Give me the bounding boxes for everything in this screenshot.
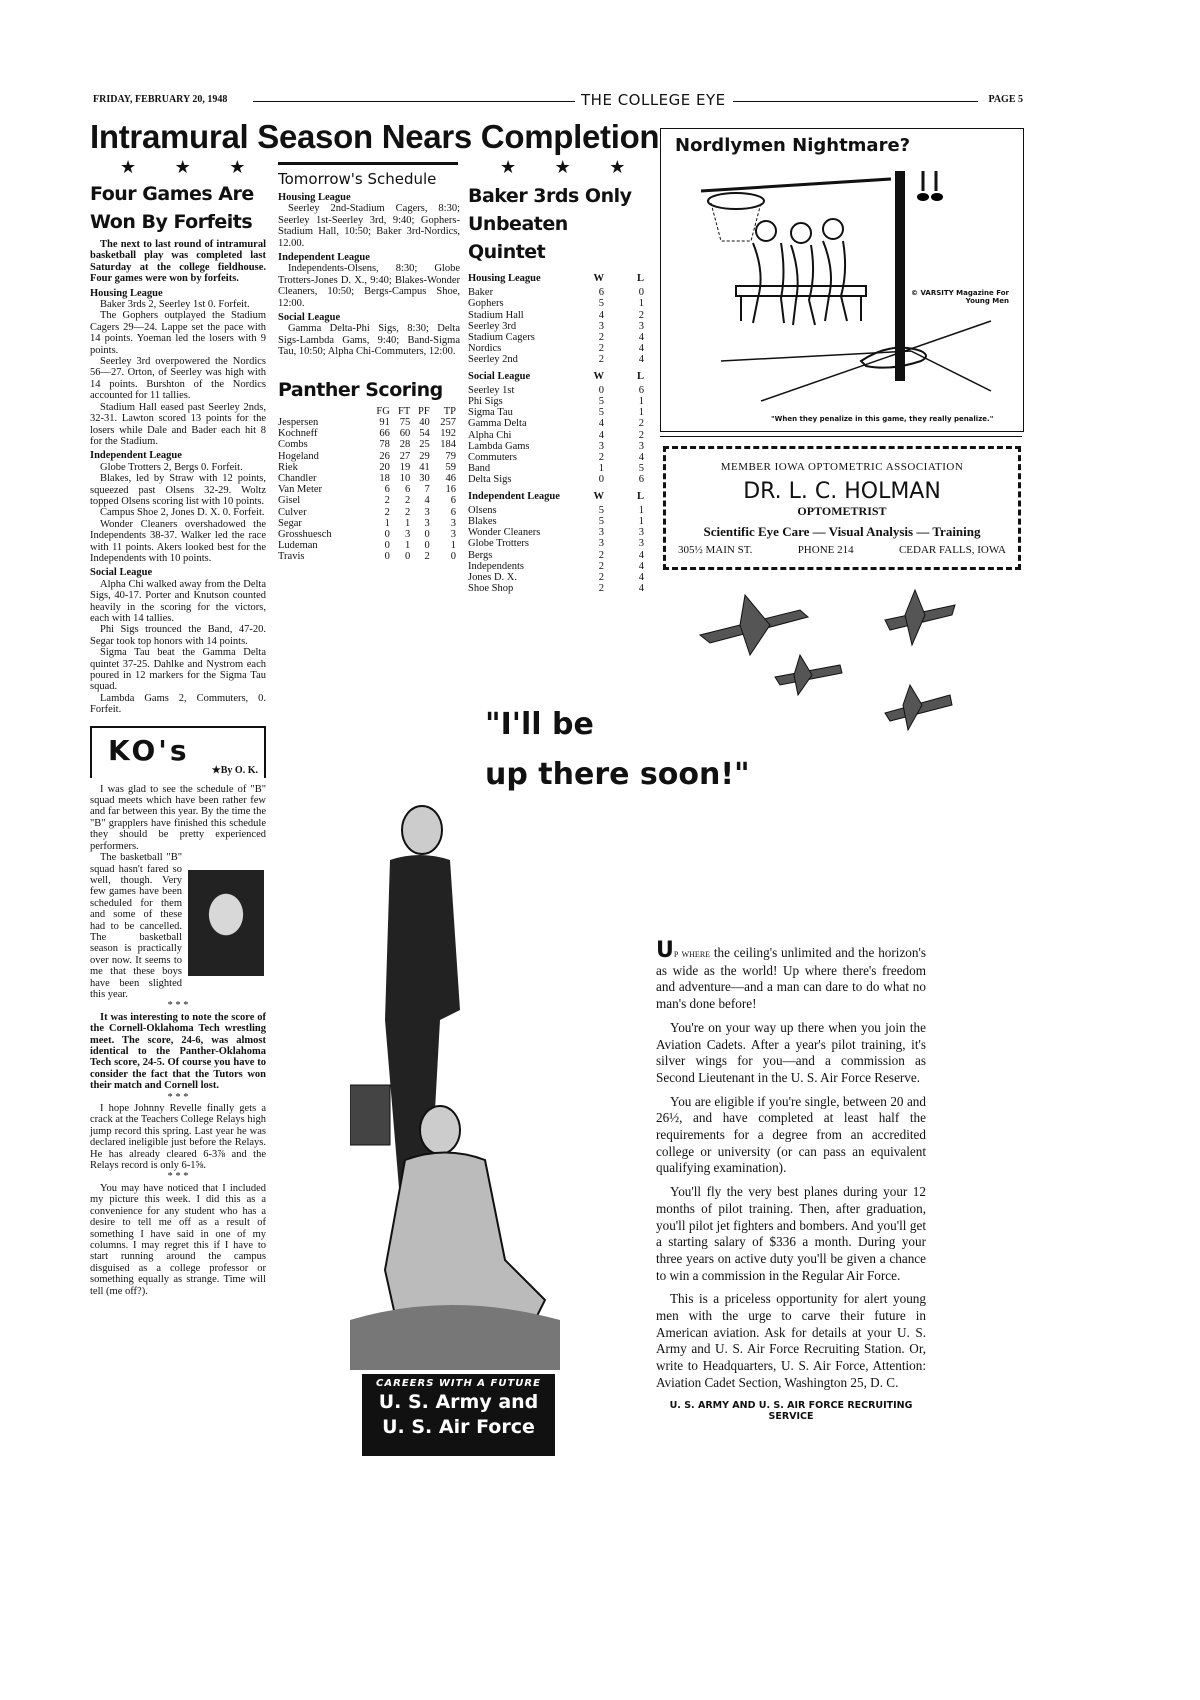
league-heading: Housing League (468, 273, 541, 284)
league-heading: Independent League (278, 252, 370, 264)
stat-cell: 3 (450, 528, 456, 540)
record-cell: 5 (638, 463, 644, 475)
schedule-title: Tomorrow's Schedule (278, 170, 437, 188)
standings-title: Unbeaten Quintet (468, 213, 568, 263)
stat-cell: 25 (419, 439, 430, 451)
drop-cap: U (656, 938, 674, 963)
game-report: Globe Trotters 2, Bergs 0. Forfeit. (100, 461, 243, 473)
stat-cell: 3 (424, 517, 430, 529)
league-heading: Housing League (278, 192, 351, 203)
table-row (468, 332, 644, 343)
kos-para: I hope Johnny Revelle finally gets a crack at the Teachers College Relays high jump record this spring. Last year he was declared ineligible just before the Relays. He has already cleared 6-3⅞ and the Relays record is only 6-1⅝. (90, 1103, 266, 1172)
team-name: Gophers (468, 298, 504, 310)
city: CEDAR FALLS, IOWA (898, 544, 1006, 556)
record-cell: 0 (598, 384, 604, 396)
schedule (278, 170, 460, 358)
stat-cell: 1 (384, 517, 390, 529)
stat-cell: 0 (384, 551, 390, 563)
ad-body (656, 938, 927, 1422)
column-header: L (636, 490, 644, 502)
stat-cell: 192 (440, 428, 456, 440)
stat-cell: 91 (379, 416, 390, 428)
table-row (278, 495, 456, 506)
stat-cell: 4 (424, 495, 430, 507)
columnist-photo (188, 870, 264, 976)
column-header: FG (376, 405, 390, 417)
player-name: Hogeland (278, 450, 319, 462)
record-cell: 0 (598, 474, 604, 486)
team-name: Phi Sigs (468, 396, 503, 408)
record-cell: 1 (598, 463, 604, 475)
panther-scoring (278, 376, 460, 563)
table-row (468, 418, 644, 429)
record-cell: 4 (638, 452, 644, 464)
stat-cell: 29 (419, 450, 430, 462)
record-cell: 5 (598, 407, 604, 419)
stat-cell: 6 (384, 484, 390, 496)
stat-cell: 78 (379, 439, 390, 451)
ad-para: You are eligible if you're single, between 20 and 26½, and have completed at least half the requirements for a degree from an accredited college or university (or can pass an equivalent qualifying examination). (656, 1093, 926, 1176)
record-cell: 3 (638, 527, 644, 539)
stat-cell: 66 (379, 428, 390, 440)
team-name: Bergs (468, 549, 493, 561)
table-row (468, 538, 644, 549)
team-name: Shoe Shop (468, 583, 514, 595)
table-row (278, 551, 456, 562)
page-number: PAGE 5 (988, 94, 1023, 105)
column-header: W (593, 273, 604, 284)
column-header: W (593, 370, 604, 382)
player-name: Riek (278, 461, 298, 473)
record-cell: 6 (638, 384, 644, 396)
team-name: Olsens (468, 504, 497, 516)
kos-title: KO's (108, 733, 190, 767)
record-cell: 5 (598, 298, 604, 310)
league-heading: Social League (90, 567, 153, 579)
ad-para: You're on your way up there when you join the Aviation Cadets. After a year's pilot training, it's silver wings for you—and a commission as Second Lieutenant in the U. S. Air Force Reserve. (656, 1019, 926, 1085)
column-header (278, 406, 367, 417)
record-cell: 4 (598, 429, 604, 441)
game-report: Sigma Tau beat the Gamma Delta quintet 37-25. Dahlke and Nystrom each poured in 12 markers for the Sigma Tau squad. (90, 647, 266, 693)
table-row (468, 287, 644, 298)
ad-para: the ceiling's unlimited and the horizon's as wide as the world! Up where there's freedom and adventure—and a man can dare to do what no man's done before! (656, 945, 927, 1012)
game-report: Blakes, led by Straw with 12 points, squeezed past Olsens 32-29. Woltz topped Olsens scoring list with 10 points. (90, 473, 266, 507)
schedule-games: Seerley 2nd-Stadium Cagers, 8:30; Seerley 1st-Seerley 3rd, 9:40; Gophers-Stadium Hall, 10:50; Baker 3rd-Nordics, 12.00. (278, 203, 460, 249)
main-headline: Intramural Season Nears Completion (90, 118, 660, 155)
lead-in: p where (673, 948, 711, 960)
record-cell: 2 (638, 418, 644, 430)
stat-cell: 3 (405, 528, 411, 540)
table-row (468, 463, 644, 474)
table-row (468, 407, 644, 418)
masthead-rule (253, 101, 575, 102)
stat-cell: 18 (379, 472, 390, 484)
team-name: Seerley 3rd (468, 320, 517, 332)
table-row (278, 428, 456, 439)
record-cell: 4 (638, 354, 644, 366)
table-row (278, 507, 456, 518)
stat-cell: 184 (440, 439, 456, 451)
column-header: TP (443, 405, 456, 417)
address: 305½ MAIN ST. (678, 544, 753, 556)
stat-cell: 3 (450, 517, 456, 529)
stat-cell: 79 (445, 450, 456, 462)
divider: * * * (167, 1091, 189, 1103)
league-heading: Independent League (468, 490, 560, 502)
stat-cell: 16 (445, 484, 456, 496)
ad-headline-line: up there soon!" (485, 757, 750, 792)
table-row (468, 550, 644, 561)
scoring-table (278, 406, 456, 563)
record-cell: 2 (598, 572, 604, 584)
record-cell: 0 (638, 287, 644, 299)
table-row (468, 430, 644, 441)
league-heading: Social League (278, 312, 341, 324)
game-report: Wonder Cleaners overshadowed the Independents 38-37. Walker led the race with 11 points. Akers looked best for the Independents with 10 points. (90, 518, 266, 564)
player-name: Ludeman (278, 540, 318, 552)
stat-cell: 26 (379, 450, 390, 462)
team-name: Band (468, 463, 491, 475)
player-name: Jespersen (278, 416, 319, 428)
careers-badge (362, 1374, 555, 1456)
record-cell: 2 (598, 583, 604, 595)
table-row (278, 439, 456, 450)
game-report: Baker 3rds 2, Seerley 1st 0. Forfeit. (100, 299, 250, 311)
table-row (468, 298, 644, 309)
schedule-games: Independents-Olsens, 8:30; Globe Trotters-Jones D. X., 9:40; Blakes-Wonder Cleaners, 10:50; Bergs-Campus Shoe, 12:00. (278, 263, 460, 309)
record-cell: 4 (598, 309, 604, 321)
stat-cell: 19 (399, 461, 411, 473)
ad-footer: U. S. ARMY AND U. S. AIR FORCE RECRUITING SERVICE (669, 1399, 913, 1422)
team-name: Wonder Cleaners (468, 527, 541, 539)
stat-cell: 257 (440, 416, 456, 428)
stat-cell: 6 (405, 484, 411, 496)
table-row (278, 473, 456, 484)
table-row (468, 561, 644, 572)
stat-cell: 54 (419, 428, 430, 440)
player-name: Grosshuesch (278, 528, 332, 540)
player-name: Segar (278, 517, 302, 529)
phone: PHONE 214 (797, 544, 854, 556)
standings-table (468, 268, 644, 594)
association: MEMBER IOWA OPTOMETRIC ASSOCIATION (720, 461, 964, 473)
table-row (468, 385, 644, 396)
table-row (468, 452, 644, 463)
standings-title: Baker 3rds Only (468, 185, 632, 207)
stat-cell: 6 (450, 495, 456, 507)
table-row (468, 572, 644, 583)
record-cell: 2 (598, 332, 604, 344)
stat-cell: 1 (405, 540, 411, 552)
left-column (90, 180, 266, 1297)
table-row (278, 529, 456, 540)
team-name: Baker (468, 287, 494, 299)
game-report: Lambda Gams 2, Commuters, 0. Forfeit. (90, 692, 266, 716)
article-body (90, 239, 266, 716)
column-header: PF (418, 405, 430, 417)
cartoon-box (660, 128, 1024, 432)
stat-cell: 7 (424, 484, 430, 496)
stat-cell: 27 (399, 450, 411, 462)
badge-line: U. S. Army and (378, 1391, 539, 1413)
stat-cell: 41 (419, 461, 430, 473)
team-name: Alpha Chi (468, 429, 512, 441)
schedule-games: Gamma Delta-Phi Sigs, 8:30; Delta Sigs-Lambda Gams, 9:40; Band-Sigma Tau, 10:50; Alpha Chi-Commuters, 12:00. (278, 323, 460, 358)
doctor-title: OPTOMETRIST (797, 504, 887, 518)
table-row (468, 474, 644, 485)
column-header: FT (398, 405, 411, 417)
stat-cell: 60 (399, 428, 411, 440)
game-report: Phi Sigs trounced the Band, 47-20. Segar took top honors with 14 points. (90, 624, 266, 647)
team-name: Seerley 2nd (468, 354, 518, 366)
services: Scientific Eye Care — Visual Analysis — Training (703, 524, 981, 539)
masthead (93, 91, 1023, 110)
team-name: Blakes (468, 516, 497, 528)
stars-right: ★ ★ ★ (500, 157, 626, 177)
record-cell: 1 (638, 396, 644, 408)
stat-cell: 0 (405, 551, 411, 563)
record-cell: 2 (638, 429, 644, 441)
player-name: Kochneff (278, 428, 318, 440)
record-cell: 4 (638, 560, 644, 572)
record-cell: 3 (638, 320, 644, 332)
table-row (468, 396, 644, 407)
table-row (278, 451, 456, 462)
badge-line: U. S. Air Force (382, 1416, 535, 1438)
game-report: Seerley 3rd overpowered the Nordics 56—27. Orton, of Seerley was high with 14 points. Burshton of the Nordics accounted for 11 tallies. (90, 356, 266, 402)
stat-cell: 28 (399, 439, 411, 451)
team-name: Lambda Gams (468, 440, 530, 452)
badge-tagline: CAREERS WITH A FUTURE (376, 1378, 541, 1389)
stat-cell: 2 (384, 506, 390, 518)
player-name: Van Meter (278, 484, 323, 496)
stars-left: ★ ★ ★ (120, 157, 246, 177)
record-cell: 2 (598, 549, 604, 561)
stat-cell: 10 (399, 472, 411, 484)
table-row (468, 516, 644, 527)
ad-para: You'll fly the very best planes during your 12 months of pilot training. Then, after graduation, you'll pilot jet fighters and bombers. And you'll get a starting salary of $336 a month. During your three years on active duty you'll be given a chance to win a commission in the Regular Air Force. (656, 1184, 926, 1283)
record-cell: 3 (598, 320, 604, 332)
kos-para: You may have noticed that I included my picture this week. I did this as a convenience for any student who has a desire to tell me off as a result of something I have said in one of my columns. I may regret this if I have to start running around the campus disguised as a college professor or something equally as strange. Time will tell (me off?). (90, 1182, 266, 1297)
record-cell: 3 (598, 538, 604, 550)
record-cell: 2 (598, 452, 604, 464)
kos-para: It was interesting to note the score of the Cornell-Oklahoma Tech wrestling meet. The score, 24-6, was almost identical to the Panther-Oklahoma Tech score, 24-5. Of course you have to consider the fact that the Tutors won their match and Cornell lost. (90, 1011, 266, 1092)
stat-cell: 20 (379, 461, 390, 473)
team-name: Stadium Hall (468, 309, 524, 321)
team-name: Gamma Delta (468, 418, 527, 430)
record-cell: 3 (638, 440, 644, 452)
ad-headline (485, 700, 750, 800)
team-name: Delta Sigs (468, 474, 512, 486)
kos-para: The basketball "B" squad hasn't fared so well, though. Very few games have been scheduled for them and some of these had to be cancelled. The basketball season is practically over now. It seems to me that these boys have been slighted this year. (90, 852, 182, 1000)
record-cell: 5 (598, 504, 604, 516)
team-name: Stadium Cagers (468, 332, 535, 344)
forfeits-article (90, 180, 266, 716)
kos-column (90, 726, 266, 1297)
player-name: Combs (278, 439, 308, 451)
table-row (278, 462, 456, 473)
player-name: Culver (278, 506, 307, 518)
table-row (468, 321, 644, 332)
standings (468, 182, 646, 594)
game-report: Campus Shoe 2, Jones D. X. 0. Forfeit. (100, 507, 265, 519)
record-cell: 2 (598, 560, 604, 572)
game-report: Alpha Chi walked away from the Delta Sigs, 40-17. Porter and Knutson counted heavily in the scoring for the victors, each with 14 tallies. (90, 578, 266, 624)
optometrist-ad (663, 446, 1021, 570)
stat-cell: 46 (445, 472, 456, 484)
record-cell: 6 (598, 287, 604, 299)
table-row (278, 518, 456, 529)
team-name: Nordics (468, 343, 502, 355)
stat-cell: 1 (405, 517, 411, 529)
record-cell: 4 (638, 572, 644, 584)
table-row (278, 540, 456, 551)
kos-para: I was glad to see the schedule of "B" squad meets which have been rather few and far between this year. By the time the "B" grapplers have finished this schedule they should be pretty experienced performers. (90, 783, 266, 852)
record-cell: 4 (638, 343, 644, 355)
stat-cell: 0 (424, 540, 430, 552)
record-cell: 3 (638, 538, 644, 550)
game-report: The Gophers outplayed the Stadium Cagers 29—24. Lappe set the pace with 14 points. Yoeman led the losers with 9 points. (90, 310, 266, 356)
record-cell: 1 (638, 516, 644, 528)
stat-cell: 3 (424, 506, 430, 518)
kos-byline: ★By O. K. (211, 764, 258, 776)
team-name: Sigma Tau (468, 407, 513, 419)
league-heading: Independent League (90, 450, 182, 462)
stat-cell: 59 (445, 461, 456, 473)
game-report: Stadium Hall eased past Seerley 2nds, 32-31. Lawton scored 13 points for the losers while Dale and Bader each hit 8 for the Stadium. (90, 401, 266, 447)
paper-name: THE COLLEGE EYE (581, 91, 726, 109)
stat-cell: 40 (419, 416, 430, 428)
team-name: Commuters (468, 452, 517, 464)
article-title: Won By Forfeits (90, 211, 253, 233)
record-cell: 4 (638, 583, 644, 595)
table-row (278, 417, 456, 428)
record-cell: 2 (638, 309, 644, 321)
record-cell: 3 (598, 440, 604, 452)
record-cell: 3 (598, 527, 604, 539)
table-row (468, 583, 644, 594)
cadets-illustration (350, 800, 570, 1370)
league-heading: Housing League (90, 287, 163, 299)
issue-date: FRIDAY, FEBRUARY 20, 1948 (93, 94, 228, 105)
record-cell: 5 (598, 516, 604, 528)
record-cell: 1 (638, 298, 644, 310)
record-cell: 1 (638, 504, 644, 516)
cartoon-credit: © VARSITY Magazine For Young Men (911, 289, 1009, 305)
cartoon-caption: "When they penalize in this game, they really penalize." (771, 415, 994, 423)
divider: * * * (167, 1000, 189, 1012)
record-cell: 6 (638, 474, 644, 486)
intro-text: The next to last round of intramural basketball play was completed last Saturday at the college fieldhouse. Four games were won by forfeits. (90, 239, 266, 285)
stat-cell: 0 (384, 528, 390, 540)
stat-cell: 30 (419, 472, 430, 484)
divider: * * * (167, 1171, 189, 1183)
stat-cell: 6 (450, 506, 456, 518)
table-row (468, 505, 644, 516)
record-cell: 4 (638, 549, 644, 561)
table-row (468, 527, 644, 538)
record-cell: 4 (638, 332, 644, 344)
team-name: Seerley 1st (468, 384, 515, 396)
player-name: Chandler (278, 472, 317, 484)
column-header: W (593, 490, 604, 502)
table-row (278, 484, 456, 495)
record-cell: 1 (638, 407, 644, 419)
stat-cell: 2 (384, 495, 390, 507)
table-row (468, 343, 644, 354)
league-heading: Social League (468, 370, 531, 382)
stat-cell: 0 (450, 551, 456, 563)
ad-headline-line: "I'll be (485, 707, 594, 742)
stat-cell: 2 (424, 551, 430, 563)
middle-column (278, 170, 460, 563)
record-cell: 2 (598, 354, 604, 366)
scoring-title: Panther Scoring (278, 378, 443, 401)
table-row (468, 441, 644, 452)
record-cell: 2 (598, 343, 604, 355)
stat-cell: 0 (384, 540, 390, 552)
team-name: Globe Trotters (468, 538, 529, 550)
table-row (468, 354, 644, 365)
column-header: L (636, 273, 644, 284)
ad-para: This is a priceless opportunity for alert young men with the urge to carve their future in American aviation. Ask for details at your U. S. Army and U. S. Air Force Recruiting Station. Or, write to Headquarters, U. S. Air Force, Attention: Aviation Cadet Section, Washington 25, D. C. (656, 1291, 926, 1390)
team-name: Independents (468, 560, 524, 572)
stat-cell: 0 (424, 528, 430, 540)
table-row (468, 310, 644, 321)
rule (278, 162, 458, 165)
masthead-rule (733, 101, 978, 102)
stat-cell: 2 (405, 506, 411, 518)
cartoon-title: Nordlymen Nightmare? (675, 135, 911, 156)
rule (660, 436, 1022, 437)
stat-cell: 1 (450, 540, 456, 552)
team-name: Jones D. X. (468, 572, 517, 584)
player-name: Travis (278, 551, 305, 563)
column-header: L (636, 370, 644, 382)
record-cell: 5 (598, 396, 604, 408)
kos-header-box (90, 726, 266, 778)
doctor-name: DR. L. C. HOLMAN (743, 479, 941, 504)
stat-cell: 75 (399, 416, 411, 428)
stat-cell: 2 (405, 495, 411, 507)
article-title: Four Games Are (90, 183, 254, 205)
player-name: Gisel (278, 495, 301, 507)
record-cell: 4 (598, 418, 604, 430)
